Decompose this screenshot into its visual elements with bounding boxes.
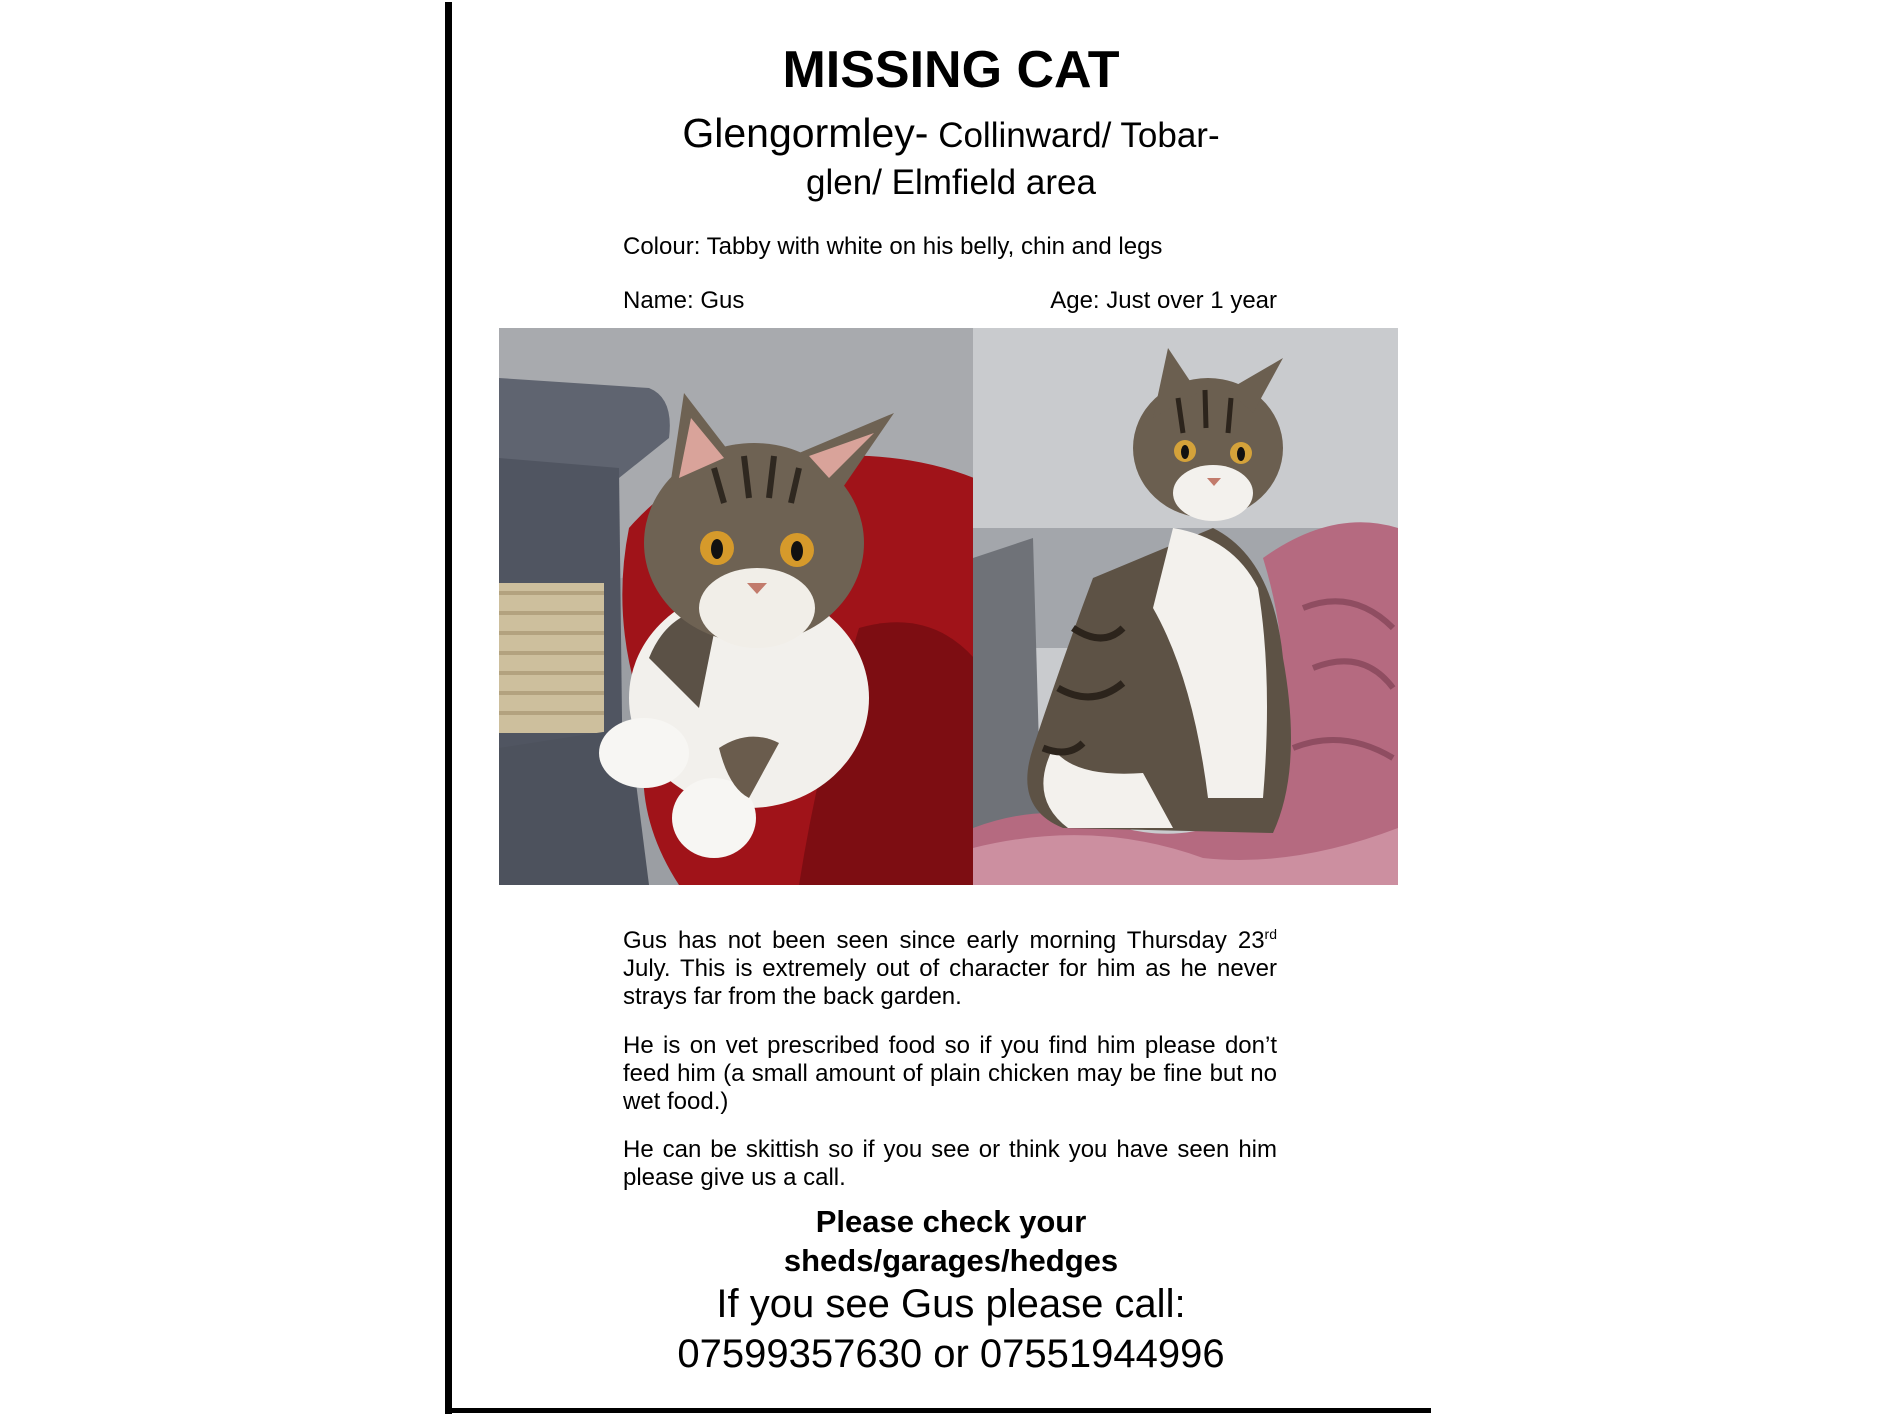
cat-photo-left (499, 328, 974, 885)
location-secondary: Collinward/ Tobar- (928, 116, 1220, 155)
cat-name: Name: Gus (623, 287, 745, 314)
cat-age: Age: Just over 1 year (1050, 287, 1277, 314)
date-ordinal-suffix: rd (1264, 926, 1277, 942)
location-subtitle (620, 110, 1282, 206)
paragraph-last-seen (623, 927, 1277, 1011)
check-instructions (620, 1202, 1282, 1280)
page-border-left (445, 2, 452, 1414)
poster-title: MISSING CAT (782, 41, 1120, 99)
check-line-1: Please check your (815, 1204, 1087, 1239)
location-primary: Glengormley- (682, 110, 929, 156)
paragraph-last-seen-a: Gus has not been seen since early morning Thursday 23 (623, 927, 1265, 954)
phone-numbers: 07599357630 or 07551944996 (677, 1332, 1225, 1376)
contact-call (620, 1279, 1282, 1379)
paragraph-last-seen-b: July. This is extremely out of character for him as he never strays far from the back garden. (623, 955, 1277, 1010)
paragraph-diet: He is on vet prescribed food so if you find him please don’t feed him (a small amount of plain chicken may be fine but no wet food.) (623, 1032, 1277, 1115)
colour-description: Colour: Tabby with white on his belly, chin and legs (623, 233, 1163, 260)
location-secondary-line2: glen/ Elmfield area (806, 163, 1096, 202)
call-line-1: If you see Gus please call: (716, 1282, 1186, 1326)
check-line-2: sheds/garages/hedges (783, 1243, 1119, 1278)
cat-photo-right (973, 328, 1398, 885)
page-border-bottom (445, 1408, 1431, 1413)
paragraph-skittish: He can be skittish so if you see or think you have seen him please give us a call. (623, 1136, 1277, 1191)
